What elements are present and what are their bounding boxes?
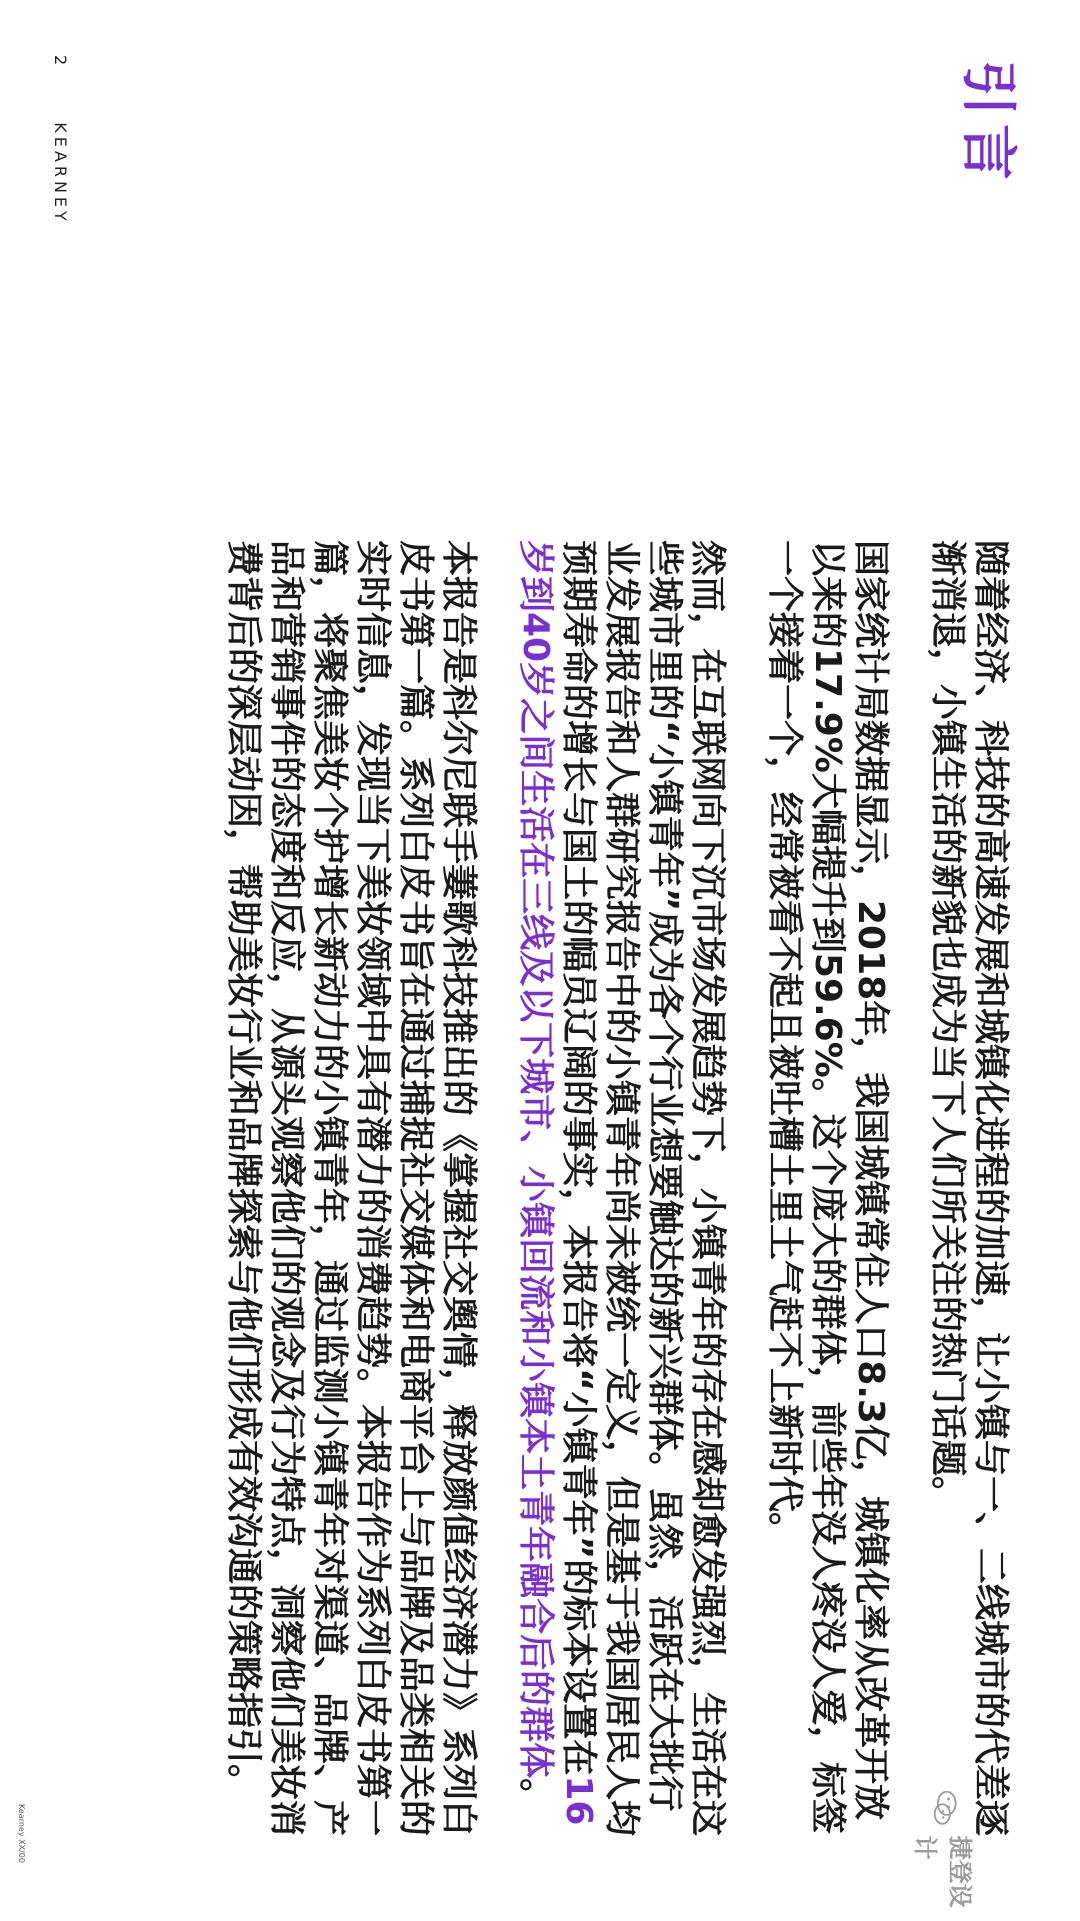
- paragraph: [514, 540, 729, 1840]
- watermark-text: 捷登设计: [911, 1835, 974, 1908]
- wechat-icon: [931, 1790, 959, 1826]
- paragraph-text: 然而，在互联网向下沉市场发展趋势下，小镇青年的存在感却愈发强烈，生活在这些城市里的“小镇青年”成为各个行业想要触达的新兴群体。虽然，活跃在大批行业发展报告和人群研究报告中的小镇青年尚未被统一定义，但是基于我国居民人均预期寿命的增长与国土的幅员辽阔的事实，本报告将“小镇青年”的标本设置在: [558, 540, 728, 1837]
- page-title: 引言: [955, 60, 1020, 188]
- page-number: 2: [51, 55, 70, 70]
- brand-strip: [51, 55, 70, 225]
- paragraph: [222, 540, 480, 1840]
- watermark: [910, 1790, 980, 1921]
- paragraph: [926, 540, 1012, 1840]
- paragraph: [763, 540, 892, 1840]
- paragraph-text: 。: [515, 1778, 556, 1815]
- paragraph-text: 本报告是科尔尼联手萋歌科技推出的《掌握社交舆情，释放颜值经济潜力》系列白皮书第一篇。系列白皮书旨在通过捕捉社交媒体和电商平台上与品牌及品类相关的实时信息，发现当下美妆领域中具有潜力的消费趋势。本报告作为系列白皮书第一篇，将聚焦美妆个护增长新动力的小镇青年，通过监测小镇青年对渠道、品牌、产品和营销事件的态度和反应，从源头观察他们的观念及行为特点，洞察他们美妆消费背后的深层动因，帮助美妆行业和品牌探索与他们形成有效沟通的策略指引。: [223, 540, 479, 1837]
- paragraph-text: 国家统计局数据显示，2018年，我国城镇常住人口8.3亿，城镇化率从改革开放以来的17.9%大幅提升到59.6%。这个庞大的群体，前些年没人疼没人爱，标签一个接着一个，经常被看不起且被吐槽土里土气赶不上新时代。: [764, 540, 891, 1834]
- brand-name: KEARNEY: [51, 122, 70, 225]
- paragraph-text: 随着经济、科技的高速发展和城镇化进程的加速，让小镇与一、二线城市的代差逐渐消退，小镇生活的新貌也成为当下人们所关注的热门话题。: [927, 540, 1011, 1837]
- highlighted-text: 16岁到40岁之间生活在三线及以下城市、小镇回流和小镇本土青年融合后的群体: [515, 540, 599, 1826]
- footer-code: Kearney XX/00: [17, 1804, 26, 1863]
- intro-body: [188, 540, 1012, 1840]
